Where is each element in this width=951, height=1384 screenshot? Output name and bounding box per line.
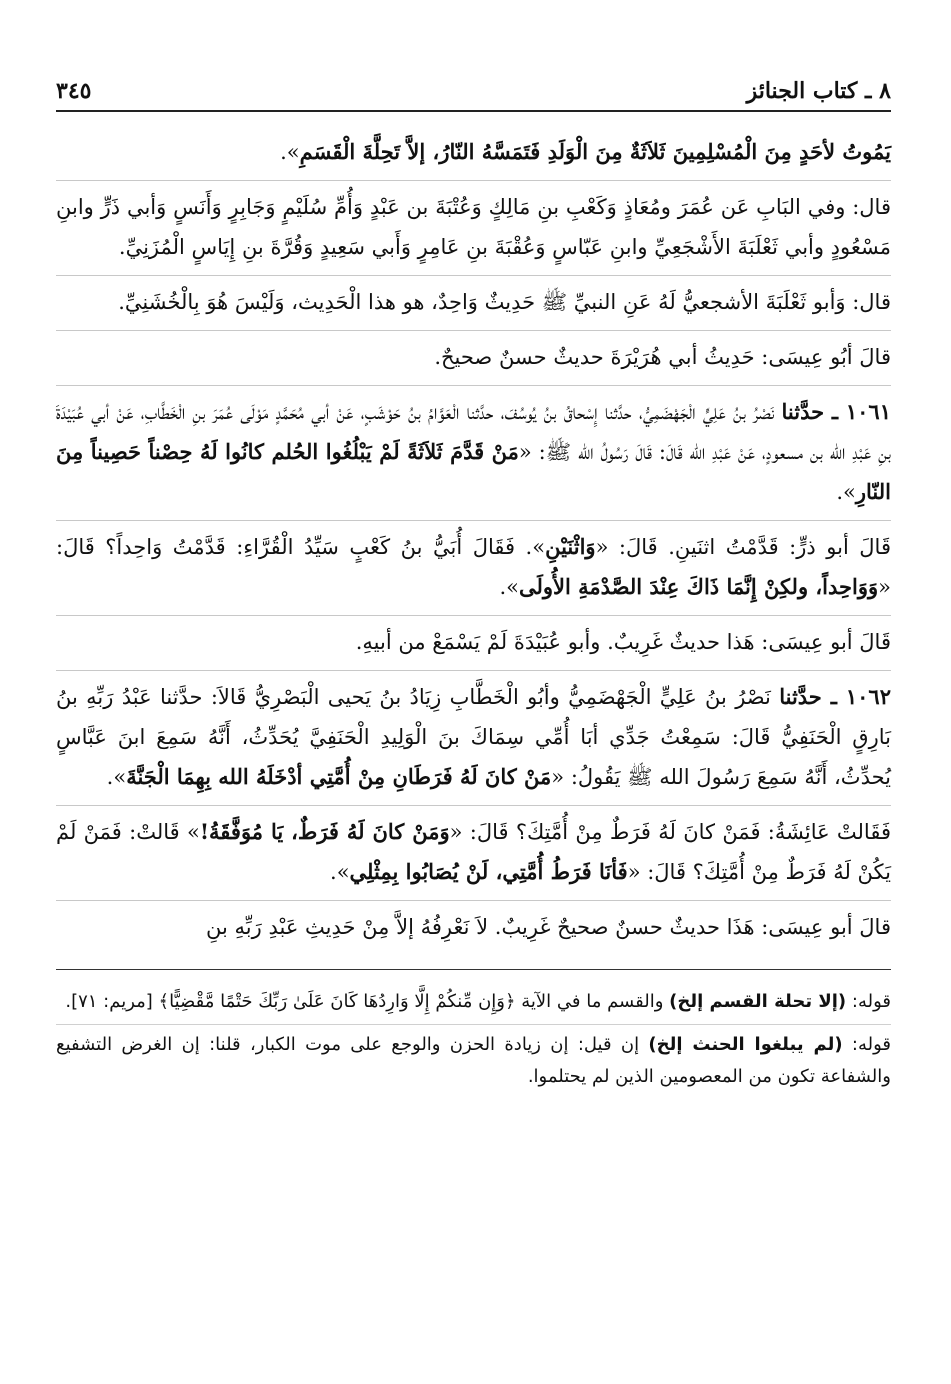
hadith-text: وَمَنْ كانَ لَهُ فَرَطٌ، يَا مُوَفَّقَةُ! bbox=[199, 819, 450, 844]
hadith-text: يَمُوتُ لأحَدٍ مِنَ الْمُسْلِمِينَ ثَلاَثَةٌ مِنَ الْوَلَدِ فَتَمَسَّهُ النّارُ، إلاَّ تَحِلَّةَ الْقَسَمِ bbox=[299, 139, 891, 164]
hadith-text: مَنْ قَدَّمَ ثَلاَثَةً لَمْ يَبْلُغُوا الحُلم كانُوا لَهُ حِصْناً حَصِيناً مِنَ النّارِ bbox=[56, 439, 891, 504]
paragraph-text: فَقَالتْ عَائِشَةُ: فَمَنْ كانَ لَهُ فَرَطٌ مِنْ أُمَّتِكَ؟ قَالَ: « bbox=[449, 820, 891, 844]
quote-close: ». bbox=[106, 765, 127, 789]
footnote-label: قوله: bbox=[846, 991, 891, 1012]
hadith-text: وَوَاحِداً، ولكِنْ إِنَّمَا ذَاكَ عِنْدَ الصَّدْمَةِ الأُولَى bbox=[518, 574, 879, 599]
paragraph-text: قَالَ أبو عِيسَى: هَذا حديثٌ غَرِيبٌ. وأبو عُبَيْدَةَ لَمْ يَسْمَعْ من أبيهِ. bbox=[355, 630, 891, 654]
isnad-text: نَصْرُ بنُ عَلِيٍّ الْجَهْضَمِيُّ، حدَّثنا إِسْحاقُ بنُ يُوسُفَ، حدَّثنا الْعَوَّامُ بنُ حَوْشَبٍ، عَنْ أبي مُحَمَّدٍ مَوْلَى عُمَرَ بنِ الْخَطَّابِ، عَنْ أبي عُبَيْدَةَ بنِ عَبْدِ الله بن مسعودٍ، عَنْ عَبْدِ الله قَالَ: قَالَ رَسُولُ الله ﷺ: « bbox=[56, 400, 891, 464]
footnote-text: إن قيل: إن زيادة الحزن والوجع على موت الكبار، قلنا: إن الغرض التشفيع والشفاعة تكون من المعصومين الذين لم يحتلموا. bbox=[56, 1034, 891, 1087]
paragraph-4 bbox=[56, 331, 891, 386]
hadith-number: ١٠٦١ ـ حدَّثنا bbox=[781, 399, 891, 424]
hadith-text: فَأنَا فَرَطُ أُمَّتِي، لَنْ يُصَابُوا بِمِثْلِي bbox=[349, 859, 628, 884]
footnote-label: قوله: bbox=[842, 1034, 892, 1055]
isnad-text: نَصْرُ بنُ عَلِيٍّ الْجَهْضَمِيُّ وأبُو الْخَطَّابِ زِيَادُ بنُ يَحيى الْبَصْرِيُّ قَالاَ: حدَّثنا عَبْدُ رَبِّهِ بنُ بَارِقٍ الْحَنَفِيُّ قَالَ: سَمِعْتُ جَدِّي أبَا أُمِّي سِمَاكَ بنَ الْوَلِيدِ الْحَنَفِيَّ يُحَدِّثُ، أَنَّهُ سَمِعَ ابنَ عَبَّاسٍ يُحدِّثُ، أَنَّهُ سَمِعَ رَسُولَ الله ﷺ يَقُولُ: « bbox=[56, 685, 891, 789]
paragraph-1 bbox=[56, 126, 891, 181]
page-number: ٣٤٥ bbox=[56, 78, 92, 104]
paragraph-7 bbox=[56, 616, 891, 671]
paragraph-text: قالَ أبُو عِيسَى: حَدِيثُ أبي هُرَيْرَةَ حديثٌ حسنٌ صحيحٌ. bbox=[434, 345, 891, 369]
hadith-1062 bbox=[56, 671, 891, 806]
hadith-number: ١٠٦٢ ـ حدَّثنا bbox=[779, 684, 891, 709]
paragraph-text: » قَالتْ: فَمَنْ لَمْ يَكُنْ لَهُ فَرَطٌ مِنْ أُمَّتِكَ؟ قَالَ: « bbox=[56, 820, 891, 884]
quote-close: ». bbox=[330, 860, 350, 884]
header-rule bbox=[56, 110, 891, 112]
paragraph-text: ». فَقَالَ أُبَيُّ بنُ كَعْبٍ سَيِّدُ الْقُرَّاءِ: قَدَّمْتُ وَاحِداً؟ قَالَ: « bbox=[56, 535, 891, 599]
quote-close: ». bbox=[836, 480, 856, 504]
footnote-lemma: (لم يبلغوا الحنث إلخ) bbox=[648, 1034, 843, 1055]
hadith-text: مَنْ كانَ لَهُ فَرَطَانِ مِنْ أُمَّتِي أدْخَلَهُ الله بِهِمَا الْجَنَّةَ bbox=[126, 764, 552, 789]
footnote-2 bbox=[56, 1024, 891, 1099]
chapter-title: ٨ ـ كتاب الجنائز bbox=[746, 78, 891, 104]
footnote-text: والقسم ما في الآية ﴿وَإِن مِّنكُمْ إِلَّا وَارِدُهَا كَانَ عَلَىٰ رَبِّكَ حَتْمًا مَّقْضِيًّا﴾ [مريم: ٧١]. bbox=[65, 991, 670, 1012]
paragraph-text: قال: وفي البَابِ عَن عُمَرَ ومُعَاذٍ وَكَعْبِ بنِ مَالِكٍ وَعُتْبَةَ بن عَبْدٍ وَأُمِّ سُلَيْمٍ وَجَابِرٍ وَأَنَسٍ وَأبي ذَرٍّ وابنِ مَسْعُودٍ وأبي ثَعْلَبَةَ الأَشْجَعِيِّ وابنِ عَبّاسٍ وَعُقْبَةَ بنِ عَامِرٍ وَأَبي سَعِيدٍ وَقُرَّةَ بنِ إِيَاسٍ الْمُزَنِيِّ. bbox=[56, 195, 891, 259]
paragraph-text: قال: وَأبو ثَعْلَبَةَ الأشجعيُّ لَهُ عَنِ النبيِّ ﷺ حَدِيثٌ وَاحِدٌ، هو هذا الْحَدِيث، وَلَيْسَ هُوَ بِالْخُشَنِيِّ. bbox=[118, 290, 891, 314]
footnote-lemma: (إلا تحلة القسم إلخ) bbox=[669, 991, 847, 1012]
hadith-1061 bbox=[56, 386, 891, 521]
paragraph-6 bbox=[56, 521, 891, 616]
quote-close: ». bbox=[499, 575, 519, 599]
hadith-text: وَاثْنَيْنِ bbox=[545, 534, 596, 559]
footnote-1 bbox=[56, 982, 891, 1024]
paragraph-2 bbox=[56, 181, 891, 276]
paragraph-3 bbox=[56, 276, 891, 331]
quote-close: ». bbox=[280, 140, 300, 164]
paragraph-text: قَالَ أبو ذرٍّ: قَدَّمْتُ اثنَينِ. قَالَ: « bbox=[595, 535, 891, 559]
running-header bbox=[56, 64, 891, 104]
paragraph-9 bbox=[56, 806, 891, 901]
paragraph-10 bbox=[56, 901, 891, 955]
footnote-rule bbox=[56, 969, 891, 970]
paragraph-text: قالَ أبو عِيسَى: هَذَا حديثٌ حسنٌ صحيحٌ غَرِيبٌ. لاَ نَعْرِفُهُ إلاَّ مِنْ حَدِيثِ عَبْدِ رَبِّهِ بنِ bbox=[206, 915, 891, 939]
